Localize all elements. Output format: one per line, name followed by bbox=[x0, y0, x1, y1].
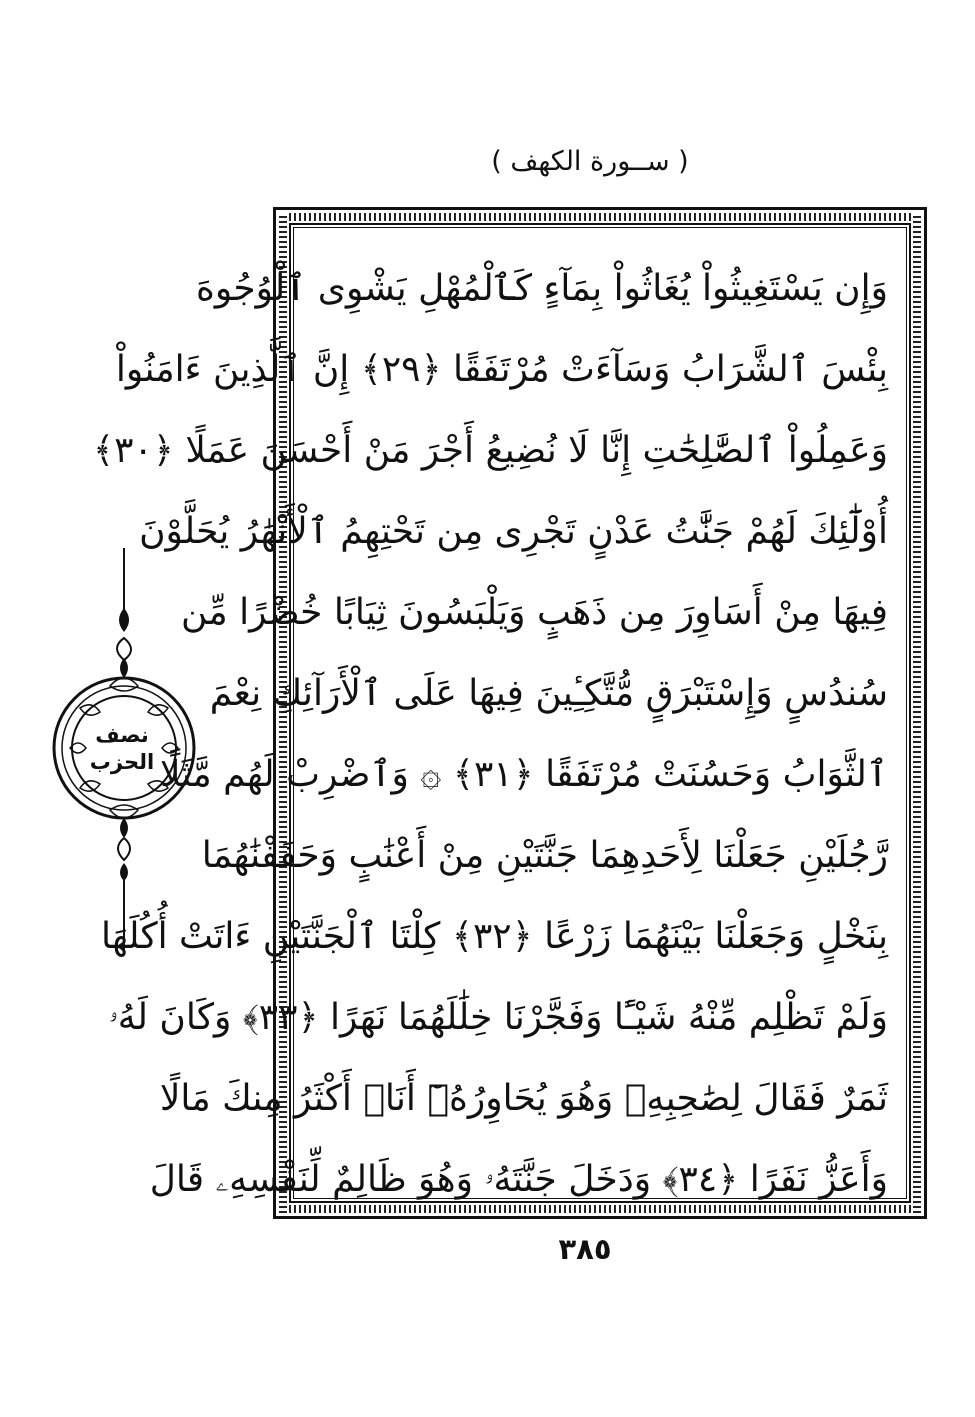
verse-line-1: وَإِن يَسْتَغِيثُواْ يُغَاثُواْ بِمَآءٍ كَٱلْمُهْلِ يَشْوِى ٱلْوُجُوهَ bbox=[195, 268, 888, 309]
verse-line-4: أُوْلَٰٓئِكَ لَهُمْ جَنَّٰتُ عَدْنٍ تَجْرِى مِن تَحْتِهِمُ ٱلْأَنْهَٰرُ يُحَلَّوْنَ bbox=[139, 511, 888, 552]
verse-line-11: ثَمَرٌ فَقَالَ لِصَٰحِبِهِۦ وَهُوَ يُحَاوِرُهُۥٓ أَنَا۠ أَكْثَرُ مِنكَ مَالًا bbox=[159, 1078, 888, 1119]
hizb-marker-line2: الحزب bbox=[89, 750, 155, 774]
verse-line-3: وَعَمِلُواْ ٱلصَّٰلِحَٰتِ إِنَّا لَا نُضِيعُ أَجْرَ مَنْ أَحْسَنَ عَمَلًا ﴿٣٠﴾ bbox=[93, 430, 888, 471]
verse-line-5: فِيهَا مِنْ أَسَاوِرَ مِن ذَهَبٍ وَيَلْبَسُونَ ثِيَابًا خُضْرًا مِّن bbox=[180, 592, 888, 633]
hizb-marker-line1: نصف bbox=[95, 723, 149, 747]
verse-line-2: بِئْسَ ٱلشَّرَابُ وَسَآءَتْ مُرْتَفَقًا ﴿٢٩﴾ إِنَّ ٱلَّذِينَ ءَامَنُواْ bbox=[115, 349, 888, 390]
verse-line-7: ٱلثَّوَابُ وَحَسُنَتْ مُرْتَفَقًا ﴿٣١﴾ ۞ وَٱضْرِبْ لَهُم مَّثَلًا bbox=[160, 754, 888, 795]
verse-line-12: وَأَعَزُّ نَفَرًا ﴿٣٤﴾ وَدَخَلَ جَنَّتَهُۥ وَهُوَ ظَالِمٌ لِّنَفْسِهِۦ قَالَ bbox=[149, 1159, 888, 1200]
verse-line-9: بِنَخْلٍ وَجَعَلْنَا بَيْنَهُمَا زَرْعًا ﴿٣٢﴾ كِلْتَا ٱلْجَنَّتَيْنِ ءَاتَتْ أُكُلَهَا bbox=[100, 916, 888, 957]
page-frame-ornament-right bbox=[913, 213, 921, 1213]
page-frame-ornament-top bbox=[279, 213, 921, 221]
hizb-marker-label bbox=[66, 722, 178, 776]
verse-line-8: رَّجُلَيْنِ جَعَلْنَا لِأَحَدِهِمَا جَنَّتَيْنِ مِنْ أَعْنَٰبٍ وَحَفَفْنَٰهُمَا bbox=[201, 835, 888, 876]
page-number: ٣٨٥ bbox=[558, 1232, 612, 1266]
verse-line-6: سُندُسٍ وَإِسْتَبْرَقٍ مُّتَّكِـِٔينَ فِيهَا عَلَى ٱلْأَرَآئِكِ نِعْمَ bbox=[209, 673, 888, 714]
surah-title: ( ســورة الكهف ) bbox=[491, 146, 689, 177]
verse-line-10: وَلَمْ تَظْلِم مِّنْهُ شَيْـًٔا وَفَجَّرْنَا خِلَٰلَهُمَا نَهَرًا ﴿٣٣﴾ وَكَانَ لَهُۥ bbox=[108, 997, 888, 1038]
